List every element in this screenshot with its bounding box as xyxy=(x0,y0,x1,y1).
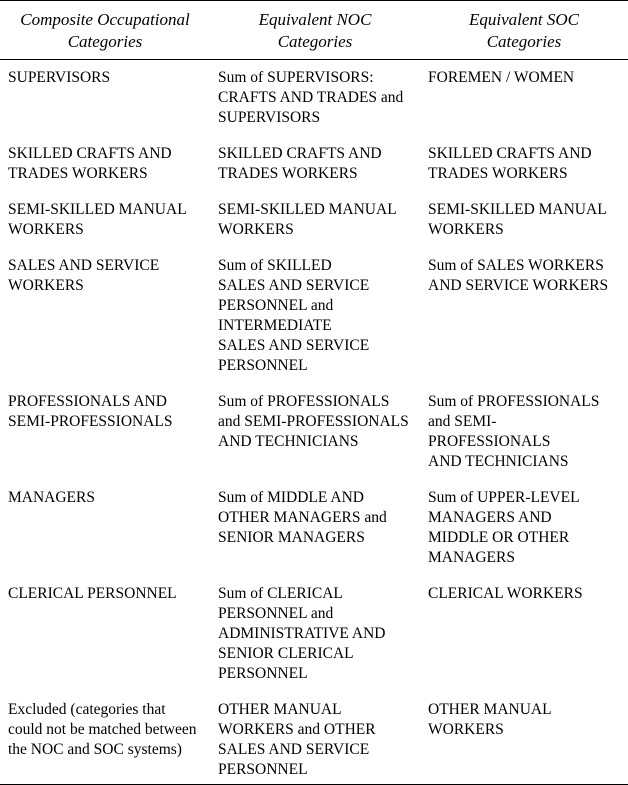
table-row xyxy=(0,576,628,692)
header-composite xyxy=(0,1,210,60)
cell-soc-text: SEMI-SKILLED MANUAL WORKERS xyxy=(428,201,607,238)
header-soc xyxy=(420,1,628,60)
cell-soc-text: Sum of SALES WORKERS AND SERVICE WORKERS xyxy=(428,257,609,294)
table-row xyxy=(0,192,628,248)
header-noc-text: Equivalent NOC Categories xyxy=(258,10,372,51)
cell-noc xyxy=(210,60,420,137)
cell-composite xyxy=(0,136,210,192)
cell-soc xyxy=(420,480,628,576)
cell-composite xyxy=(0,576,210,692)
header-row xyxy=(0,1,628,60)
header-composite-text: Composite Occupational Categories xyxy=(20,10,190,51)
cell-composite-text: PROFESSIONALS AND SEMI-PROFESSIONALS xyxy=(8,393,173,430)
cell-noc xyxy=(210,384,420,480)
cell-soc xyxy=(420,384,628,480)
cell-soc xyxy=(420,192,628,248)
header-noc xyxy=(210,1,420,60)
cell-soc-text: Sum of UPPER-LEVEL MANAGERS AND MIDDLE OR OTHER MANAGERS xyxy=(428,489,580,566)
cell-noc xyxy=(210,248,420,384)
cell-composite-text: CLERICAL PERSONNEL xyxy=(8,585,177,602)
cell-noc xyxy=(210,480,420,576)
cell-soc xyxy=(420,576,628,692)
cell-composite-text: SKILLED CRAFTS AND TRADES WORKERS xyxy=(8,145,172,182)
cell-composite-text: Excluded (categories that could not be matched between the NOC and SOC systems) xyxy=(8,701,197,758)
cell-noc xyxy=(210,192,420,248)
cell-noc-text: Sum of PROFESSIONALS and SEMI-PROFESSIONALS AND TECHNICIANS xyxy=(218,393,409,450)
cell-composite-text: SEMI-SKILLED MANUAL WORKERS xyxy=(8,201,187,238)
cell-soc xyxy=(420,136,628,192)
table-body xyxy=(0,60,628,785)
cell-noc-text: Sum of SKILLED SALES AND SERVICE PERSONNEL and INTERMEDIATE SALES AND SERVICE PERSONNEL xyxy=(218,257,370,374)
cell-soc-text: Sum of PROFESSIONALS and SEMI- PROFESSIONALS AND TECHNICIANS xyxy=(428,393,600,470)
cell-soc-text: FOREMEN / WOMEN xyxy=(428,69,575,86)
table-row xyxy=(0,248,628,384)
cell-soc xyxy=(420,60,628,137)
table-header xyxy=(0,1,628,60)
cell-composite-text: MANAGERS xyxy=(8,489,95,506)
cell-noc-text: Sum of MIDDLE AND OTHER MANAGERS and SENIOR MANAGERS xyxy=(218,489,387,546)
cell-soc-text: SKILLED CRAFTS AND TRADES WORKERS xyxy=(428,145,592,182)
table-row xyxy=(0,60,628,137)
header-soc-text: Equivalent SOC Categories xyxy=(468,10,579,51)
cell-soc-text: OTHER MANUAL WORKERS xyxy=(428,701,552,738)
cell-composite xyxy=(0,480,210,576)
cell-noc xyxy=(210,136,420,192)
cell-noc-text: Sum of SUPERVISORS: CRAFTS AND TRADES and SUPERVISORS xyxy=(218,69,404,126)
cell-soc xyxy=(420,692,628,785)
cell-composite-text: SALES AND SERVICE WORKERS xyxy=(8,257,160,294)
cell-noc-text: Sum of CLERICAL PERSONNEL and ADMINISTRATIVE AND SENIOR CLERICAL PERSONNEL xyxy=(218,585,386,682)
table-row xyxy=(0,692,628,785)
cell-noc xyxy=(210,692,420,785)
cell-composite xyxy=(0,192,210,248)
cell-noc xyxy=(210,576,420,692)
cell-composite xyxy=(0,248,210,384)
cell-composite xyxy=(0,692,210,785)
cell-noc-text: OTHER MANUAL WORKERS and OTHER SALES AND SERVICE PERSONNEL xyxy=(218,701,376,778)
cell-noc-text: SEMI-SKILLED MANUAL WORKERS xyxy=(218,201,397,238)
table-row xyxy=(0,384,628,480)
table-row xyxy=(0,136,628,192)
cell-noc-text: SKILLED CRAFTS AND TRADES WORKERS xyxy=(218,145,382,182)
table-row xyxy=(0,480,628,576)
cell-composite-text: SUPERVISORS xyxy=(8,69,111,86)
cell-soc xyxy=(420,248,628,384)
cell-soc-text: CLERICAL WORKERS xyxy=(428,585,583,602)
cell-composite xyxy=(0,384,210,480)
cell-composite xyxy=(0,60,210,137)
